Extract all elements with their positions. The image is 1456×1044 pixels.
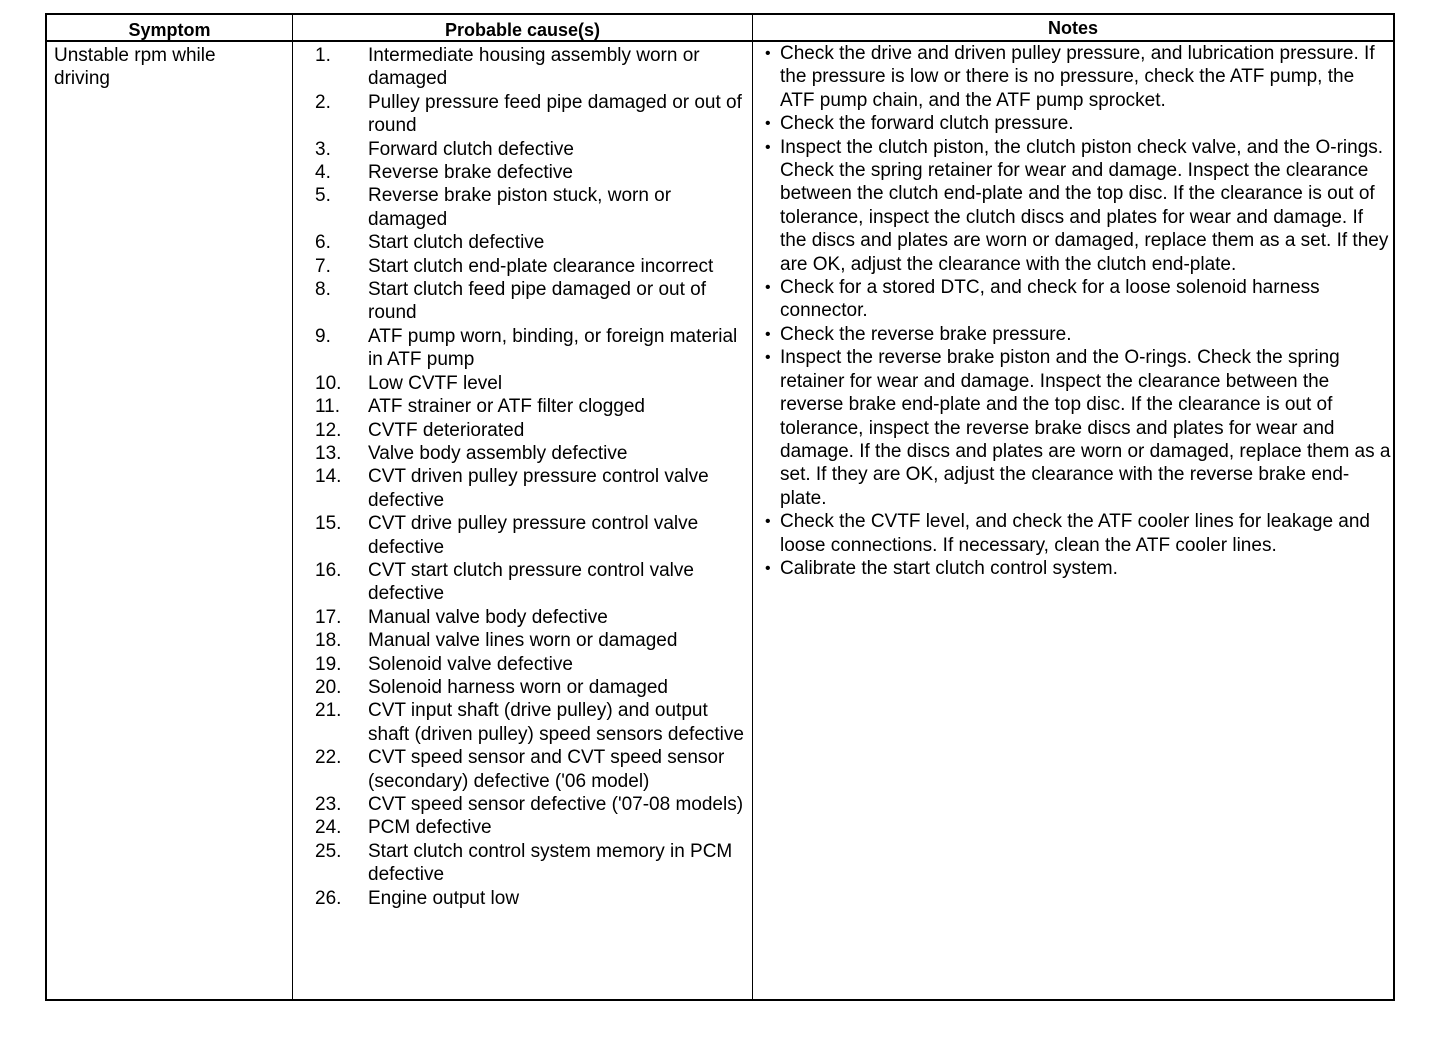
cause-text: ATF strainer or ATF filter clogged (368, 396, 645, 418)
cause-item (293, 325, 752, 372)
troubleshooting-table (45, 13, 1395, 1001)
note-text: Check the forward clutch pressure. (780, 113, 1074, 135)
bullet-icon: • (765, 115, 771, 133)
cause-text: CVT driven pulley pressure control valve defective (368, 466, 709, 511)
cause-text: Reverse brake defective (368, 162, 573, 184)
cause-item (293, 840, 752, 887)
note-text: Check the CVTF level, and check the ATF cooler lines for leakage and loose connections. If necessary, clean the ATF cooler lines. (780, 511, 1371, 556)
cause-text: CVTF deteriorated (368, 419, 525, 441)
cause-number: 2. (315, 91, 331, 113)
cause-number: 20. (315, 676, 342, 698)
note-item (759, 323, 1393, 346)
cause-text: Solenoid valve defective (368, 653, 573, 675)
cause-number: 8. (315, 279, 331, 301)
header-notes: Notes (753, 15, 1393, 42)
note-text: Calibrate the start clutch control system. (780, 557, 1118, 579)
header-probable-causes: Probable cause(s) (293, 15, 752, 42)
cause-item (293, 278, 752, 325)
cause-item (293, 676, 752, 699)
cause-number: 13. (315, 442, 342, 464)
bullet-icon: • (765, 138, 771, 156)
note-item (759, 42, 1393, 112)
cause-number: 9. (315, 325, 331, 347)
cause-text: Solenoid harness worn or damaged (368, 676, 668, 698)
note-item (759, 112, 1393, 135)
cause-number: 26. (315, 887, 342, 909)
bullet-icon: • (765, 279, 771, 297)
cause-item (293, 184, 752, 231)
cause-text: CVT speed sensor and CVT speed sensor (secondary) defective ('06 model) (368, 747, 725, 792)
cause-item (293, 442, 752, 465)
cause-number: 17. (315, 606, 342, 628)
cause-item (293, 395, 752, 418)
bullet-icon: • (765, 559, 771, 577)
cause-text: ATF pump worn, binding, or foreign material in ATF pump (368, 325, 738, 371)
cause-item (293, 606, 752, 629)
cause-number: 3. (315, 138, 331, 160)
cause-text: Start clutch control system memory in PCM defective (368, 840, 733, 886)
cause-item (293, 746, 752, 793)
cause-number: 5. (315, 185, 331, 207)
cause-text: Manual valve lines worn or damaged (368, 630, 678, 652)
note-item (759, 276, 1393, 323)
cause-number: 22. (315, 747, 342, 769)
cause-text: CVT start clutch pressure control valve defective (368, 559, 694, 605)
cause-item (293, 138, 752, 161)
symptom-cell: Unstable rpm while driving (54, 45, 216, 90)
note-text: Inspect the clutch piston, the clutch piston check valve, and the O-rings. Check the spring retainer for wear and damage. Inspect the clearance between the clutch end-plate and the top disc. If the clearance is out of tolerance, inspect the clutch discs and plates for wear and damage. If the discs and plates are worn or damaged, replace them as a set. If they are OK, adjust the clearance with the clutch end-plate. (780, 136, 1389, 275)
cause-item (293, 231, 752, 254)
cause-item (293, 629, 752, 652)
cause-number: 25. (315, 840, 342, 862)
cause-number: 14. (315, 466, 342, 488)
cause-item (293, 44, 752, 91)
cause-text: PCM defective (368, 817, 492, 839)
cause-text: Start clutch defective (368, 232, 545, 254)
notes-column (753, 15, 1393, 999)
cause-text: CVT drive pulley pressure control valve defective (368, 513, 699, 558)
note-item (759, 346, 1393, 510)
cause-text: Low CVTF level (368, 372, 503, 394)
cause-text: Forward clutch defective (368, 138, 574, 160)
cause-number: 16. (315, 559, 342, 581)
note-text: Check the reverse brake pressure. (780, 323, 1072, 345)
cause-item (293, 255, 752, 278)
cause-text: Intermediate housing assembly worn or damaged (368, 45, 700, 90)
cause-text: CVT speed sensor defective ('07-08 models) (368, 794, 744, 815)
cause-number: 1. (315, 45, 331, 66)
cause-text: Valve body assembly defective (368, 442, 628, 464)
cause-text: Reverse brake piston stuck, worn or damaged (368, 185, 672, 230)
cause-number: 12. (315, 419, 342, 441)
cause-item (293, 793, 752, 816)
cause-number: 21. (315, 700, 342, 722)
cause-number: 15. (315, 513, 342, 535)
bullet-icon: • (765, 349, 771, 367)
cause-item (293, 559, 752, 606)
cause-text: Pulley pressure feed pipe damaged or out of round (368, 91, 742, 137)
cause-number: 11. (315, 396, 341, 418)
bullet-icon: • (765, 45, 771, 62)
symptom-column (47, 15, 293, 999)
note-text: Check the drive and driven pulley pressure, and lubrication pressure. If the pressure is low or there is no pressure, check the ATF pump, the ATF pump chain, and the ATF pump sprocket. (780, 43, 1375, 111)
cause-item (293, 512, 752, 559)
note-item (759, 510, 1393, 557)
note-item (759, 557, 1393, 580)
cause-number: 19. (315, 653, 342, 675)
cause-number: 7. (315, 255, 331, 277)
cause-text: CVT input shaft (drive pulley) and output shaft (driven pulley) speed sensors defective (368, 700, 744, 745)
notes-list (753, 42, 1393, 580)
probable-causes-column (293, 15, 753, 999)
cause-number: 18. (315, 630, 342, 652)
cause-text: Start clutch feed pipe damaged or out of round (368, 279, 706, 324)
cause-number: 6. (315, 232, 331, 254)
cause-item (293, 699, 752, 746)
cause-number: 24. (315, 817, 342, 839)
cause-number: 4. (315, 162, 331, 184)
cause-text: Engine output low (368, 887, 520, 909)
header-symptom: Symptom (47, 15, 292, 42)
note-item (759, 136, 1393, 276)
cause-text: Manual valve body defective (368, 606, 608, 628)
cause-item (293, 816, 752, 839)
cause-text: Start clutch end-plate clearance incorrect (368, 255, 714, 277)
cause-item (293, 161, 752, 184)
bullet-icon: • (765, 513, 771, 531)
note-text: Inspect the reverse brake piston and the O-rings. Check the spring retainer for wear and damage. Inspect the clearance between the reverse brake end-plate and the top disc. If the clearance is out of tolerance, inspect the reverse brake discs and plates for wear and damage. If the discs and plates are worn or damaged, replace them as a set. If they are OK, adjust the clearance with the reverse brake end-plate. (780, 347, 1391, 509)
cause-item (293, 419, 752, 442)
cause-item (293, 372, 752, 395)
cause-item (293, 887, 752, 910)
cause-item (293, 653, 752, 676)
cause-item (293, 91, 752, 138)
note-text: Check for a stored DTC, and check for a loose solenoid harness connector. (780, 277, 1320, 322)
cause-number: 10. (315, 372, 342, 394)
bullet-icon: • (765, 325, 771, 343)
causes-list (293, 42, 752, 910)
cause-number: 23. (315, 794, 342, 815)
cause-item (293, 465, 752, 512)
